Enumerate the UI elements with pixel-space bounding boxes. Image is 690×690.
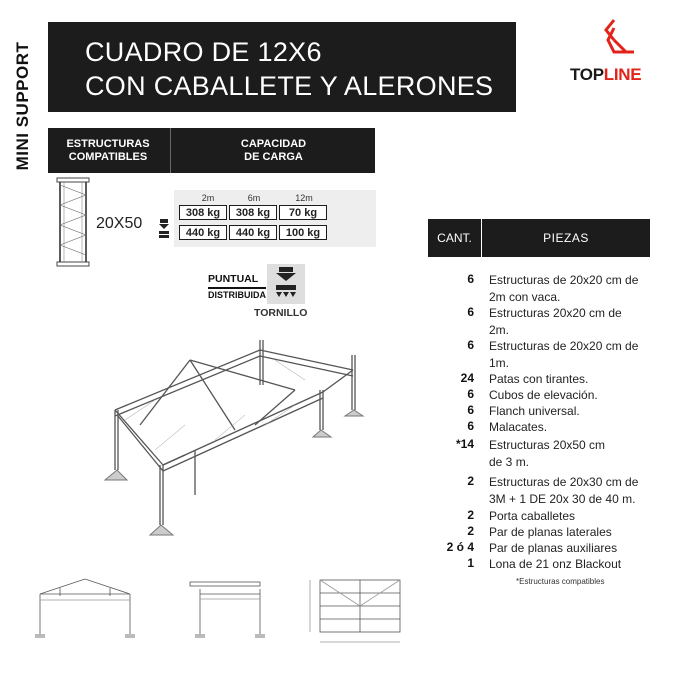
topline-logo-icon	[600, 18, 638, 62]
compat-header-bar	[48, 128, 375, 173]
piece-desc	[489, 524, 612, 541]
piece-desc-line: 1m.	[489, 355, 510, 370]
title-line-1: CUADRO DE 12X6	[85, 37, 322, 67]
piece-desc-line: 3M + 1 DE 20x 30 de 40 m.	[489, 491, 636, 506]
cant-header: CANT.	[428, 219, 481, 257]
piece-desc	[489, 403, 580, 420]
piece-qty: 6	[467, 403, 474, 417]
piece-desc-line: 2m con vaca.	[489, 289, 561, 304]
top-view-diagram	[300, 570, 410, 650]
compat-structures-header	[48, 128, 168, 173]
logo-text	[570, 65, 641, 85]
side-label-text: MINI SUPPORT	[13, 41, 32, 171]
capacity-header	[170, 128, 376, 173]
piece-desc-line: Estructuras de 20x20 cm de	[489, 273, 639, 287]
capacity-cell: 440 kg	[229, 225, 277, 240]
legend-divider	[208, 287, 266, 289]
structure-diagram	[95, 330, 380, 560]
capacity-cell: 308 kg	[179, 205, 227, 220]
piece-qty: 6	[467, 387, 474, 401]
piece-desc	[489, 556, 621, 573]
piece-qty: 2	[467, 508, 474, 522]
legend-icon-box	[267, 264, 305, 304]
piece-qty: 6	[467, 305, 474, 319]
piece-desc	[489, 305, 622, 338]
piece-qty: *14	[455, 437, 474, 451]
side-label	[12, 30, 34, 182]
piece-qty: 2	[467, 474, 474, 488]
legend-puntual-label: PUNTUAL	[208, 273, 259, 285]
piece-desc	[489, 419, 547, 436]
capacity-header-line-2: DE CARGA	[244, 150, 303, 163]
piece-qty: 6	[467, 272, 474, 286]
front-view-diagram	[30, 574, 160, 644]
capacity-cell: 70 kg	[279, 205, 327, 220]
piece-desc	[489, 540, 617, 557]
piece-desc-line: 2m.	[489, 322, 510, 337]
piece-desc-line: Patas con tirantes.	[489, 372, 589, 386]
piece-desc	[489, 371, 588, 388]
piece-desc-line: Flanch universal.	[489, 404, 580, 418]
span-label-6m: 6m	[247, 193, 261, 203]
tornillo-label: TORNILLO	[254, 307, 308, 319]
piece-qty: 1	[467, 556, 474, 570]
truss-size-label: 20X50	[96, 215, 143, 232]
piece-desc	[489, 474, 638, 507]
piezas-header: PIEZAS	[482, 219, 650, 257]
piece-desc-line: Porta caballetes	[489, 509, 576, 523]
piece-qty: 6	[467, 338, 474, 352]
compat-structures-line-1: ESTRUCTURAS	[66, 137, 150, 150]
piece-desc-line: de 3 m.	[489, 454, 530, 469]
side-view-diagram	[170, 574, 280, 644]
piece-desc-line: Cubos de elevación.	[489, 388, 598, 402]
piece-desc-line: Lona de 21 onz Blackout	[489, 557, 622, 571]
piece-desc-line: Par de planas auxiliares	[489, 541, 618, 555]
piece-desc-line: Estructuras de 20x30 cm de	[489, 475, 639, 489]
piece-desc	[489, 508, 575, 525]
piece-desc-line: Par de planas laterales	[489, 525, 612, 539]
distributed-load-icon	[276, 292, 296, 297]
piece-desc	[489, 387, 598, 404]
topline-logo	[570, 18, 670, 98]
piece-desc	[489, 437, 605, 470]
piece-qty: 6	[467, 419, 474, 433]
title-banner	[48, 22, 516, 112]
load-icon	[158, 219, 170, 239]
piece-desc-line: Malacates.	[489, 420, 548, 434]
puntual-load-icon	[267, 264, 305, 304]
compat-structures-line-2: COMPATIBLES	[68, 150, 148, 163]
capacity-cell: 308 kg	[229, 205, 277, 220]
piece-desc-line: Estructuras de 20x20 cm de	[489, 339, 639, 353]
capacity-cell: 100 kg	[279, 225, 327, 240]
compat-note: *Estructuras compatibles	[516, 577, 605, 586]
span-label-2m: 2m	[201, 193, 215, 203]
title-line-2: CON CABALLETE Y ALERONES	[85, 71, 494, 101]
piece-desc	[489, 338, 638, 371]
capacity-header-line-1: CAPACIDAD	[240, 137, 307, 150]
piece-qty: 2	[467, 524, 474, 538]
logo-text-line: LINE	[603, 65, 642, 84]
piece-desc	[489, 272, 638, 305]
piece-qty: 24	[460, 371, 474, 385]
piece-desc-line: Estructuras 20x50 cm	[489, 438, 606, 452]
legend-distribuida-label: DISTRIBUIDA	[208, 290, 266, 300]
piece-desc-line: Estructuras 20x20 cm de	[489, 306, 622, 320]
capacity-cell: 440 kg	[179, 225, 227, 240]
logo-text-top: TOP	[570, 65, 604, 84]
truss-icon	[56, 177, 90, 267]
span-label-12m: 12m	[295, 193, 313, 203]
piece-qty: 2 ó 4	[446, 540, 474, 554]
